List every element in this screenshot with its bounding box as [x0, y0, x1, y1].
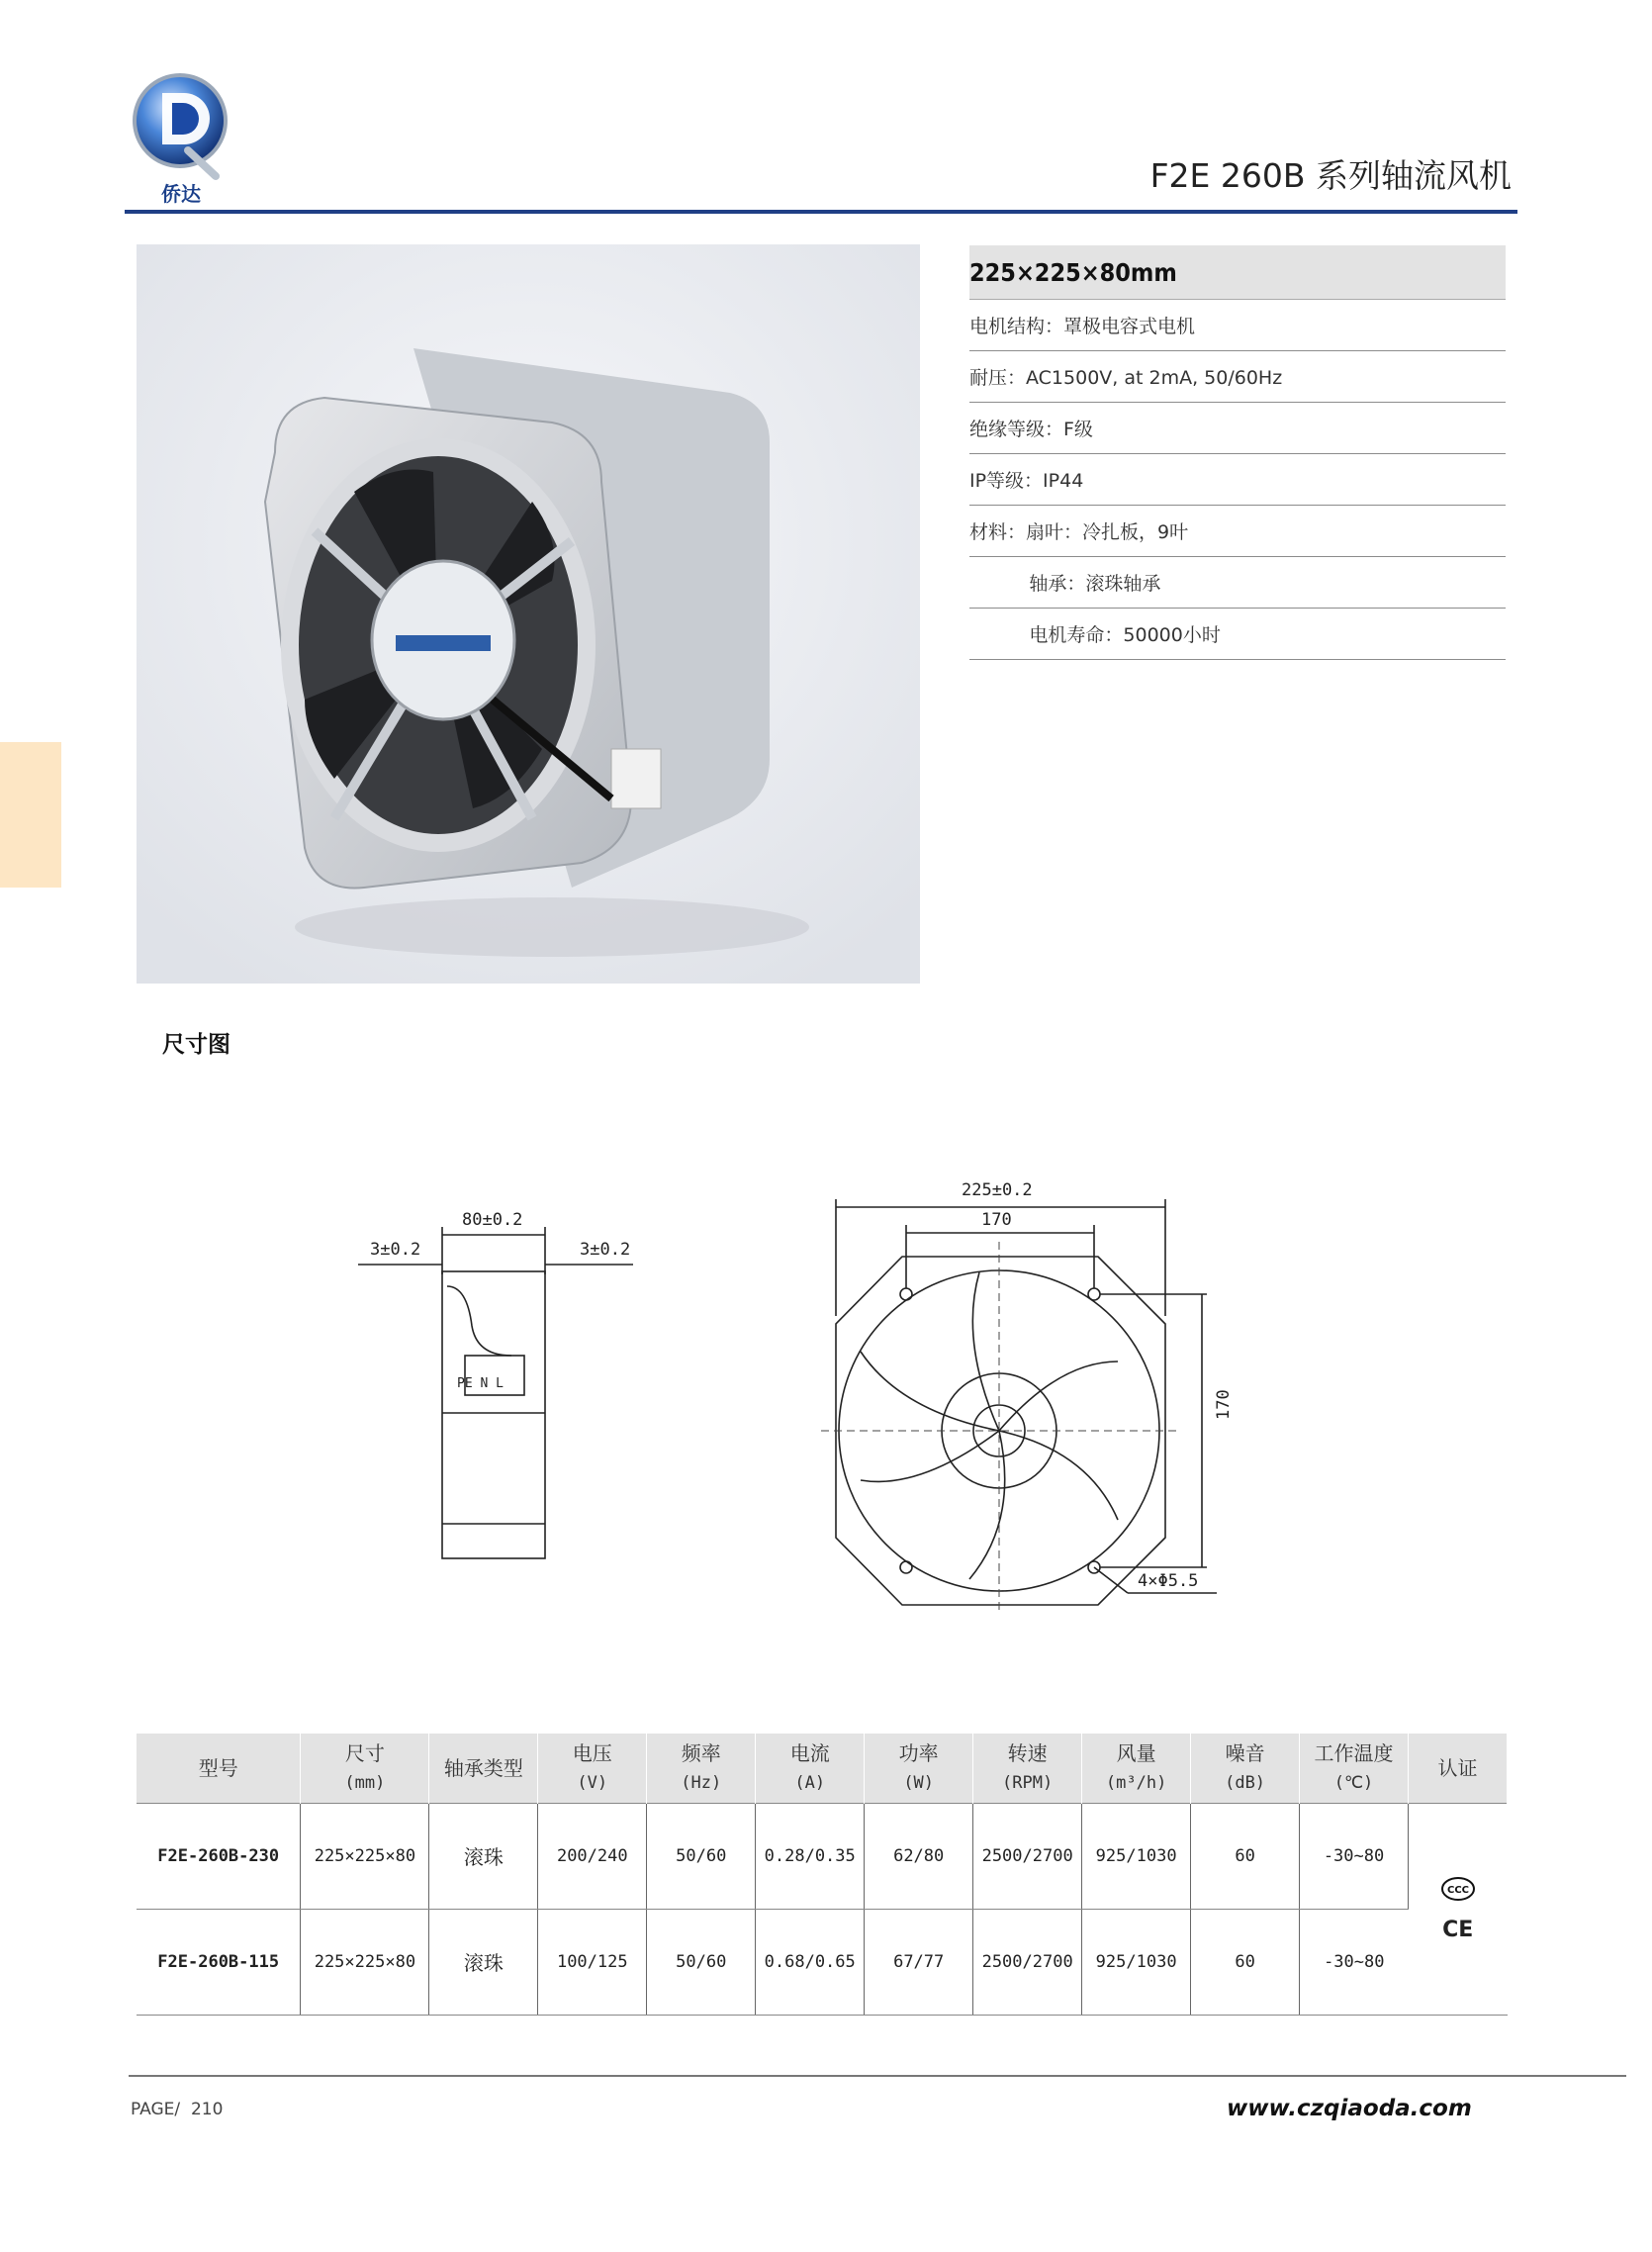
- logo-caption: 侨达: [161, 182, 201, 206]
- dimension-section-title: 尺寸图: [162, 1032, 230, 1058]
- footer-divider: [129, 2075, 1626, 2077]
- model-spec-table: [137, 1734, 1508, 2016]
- table-cell: 925/1030: [1082, 1803, 1191, 1909]
- table-cell: 50/60: [647, 1909, 756, 2015]
- model-cell: F2E-260B-115: [137, 1909, 301, 2015]
- col-header: 电流 (A): [756, 1734, 865, 1803]
- col-header: 型号: [137, 1734, 301, 1803]
- spec-size-heading: 225×225×80mm: [969, 245, 1506, 300]
- side-right-label: 3±0.2: [580, 1240, 631, 1260]
- col-header: 转速 (RPM): [973, 1734, 1082, 1803]
- front-outer-label: 225±0.2: [962, 1180, 1033, 1200]
- table-cell: 67/77: [865, 1909, 973, 2015]
- table-cell: 50/60: [647, 1803, 756, 1909]
- col-header: 电压 (V): [538, 1734, 647, 1803]
- side-view-body: [442, 1271, 545, 1558]
- hole-spec-label: 4×Φ5.5: [1138, 1571, 1199, 1591]
- side-tab-marker: [0, 742, 61, 888]
- table-cell: 60: [1191, 1909, 1300, 2015]
- spec-row: 材料：扇叶：冷扎板，9叶: [969, 506, 1506, 557]
- page-title: F2E 260B 系列轴流风机: [1149, 156, 1512, 195]
- col-header: 轴承类型: [429, 1734, 538, 1803]
- table-cell: 200/240: [538, 1803, 647, 1909]
- page-number: PAGE/ 210: [131, 2100, 224, 2119]
- table-cell: 2500/2700: [973, 1909, 1082, 2015]
- col-header: 风量 (m³/h): [1082, 1734, 1191, 1803]
- side-left-label: 3±0.2: [370, 1240, 421, 1260]
- terminal-label: PE N L: [457, 1376, 504, 1391]
- table-cell: 60: [1191, 1803, 1300, 1909]
- spec-row: 轴承：滚珠轴承: [969, 557, 1506, 609]
- table-cell: 0.68/0.65: [756, 1909, 865, 2015]
- ccc-cert-icon: [1440, 1876, 1476, 1902]
- table-cell: 925/1030: [1082, 1909, 1191, 2015]
- col-header: 认证: [1409, 1734, 1508, 1803]
- spec-row: 电机寿命：50000小时: [969, 609, 1506, 660]
- col-header: 噪音 (dB): [1191, 1734, 1300, 1803]
- ce-cert-icon: CE: [1442, 1917, 1474, 1942]
- spec-row: 耐压：AC1500V, at 2mA, 50/60Hz: [969, 351, 1506, 403]
- table-cell: 滚珠: [429, 1909, 538, 2015]
- svg-text:CCC: CCC: [1446, 1884, 1469, 1896]
- table-row: [137, 1909, 1508, 2015]
- website-link[interactable]: www.czqiaoda.com: [1227, 2096, 1472, 2121]
- table-cell: 62/80: [865, 1803, 973, 1909]
- product-photo: [137, 244, 920, 984]
- spec-row: IP等级：IP44: [969, 454, 1506, 506]
- table-header-row: [137, 1734, 1508, 1803]
- cert-cell: [1409, 1803, 1508, 2015]
- side-width-label: 80±0.2: [462, 1210, 523, 1230]
- model-cell: F2E-260B-230: [137, 1803, 301, 1909]
- table-row: [137, 1803, 1508, 1909]
- header-divider: [125, 210, 1517, 214]
- table-cell: 225×225×80: [301, 1803, 429, 1909]
- col-header: 尺寸 (mm): [301, 1734, 429, 1803]
- col-header: 工作温度 (℃): [1300, 1734, 1409, 1803]
- col-header: 频率 (Hz): [647, 1734, 756, 1803]
- table-cell: 2500/2700: [973, 1803, 1082, 1909]
- table-cell: -30~80: [1300, 1803, 1409, 1909]
- table-cell: 100/125: [538, 1909, 647, 2015]
- table-cell: 0.28/0.35: [756, 1803, 865, 1909]
- spec-panel: [969, 245, 1506, 660]
- front-hole-label: 170: [981, 1210, 1012, 1230]
- spec-row: 绝缘等级：F级: [969, 403, 1506, 454]
- table-cell: 滚珠: [429, 1803, 538, 1909]
- spec-row: 电机结构：罩极电容式电机: [969, 300, 1506, 351]
- table-cell: 225×225×80: [301, 1909, 429, 2015]
- col-header: 功率 (W): [865, 1734, 973, 1803]
- table-cell: -30~80: [1300, 1909, 1409, 2015]
- dimension-drawing: [336, 1158, 1306, 1613]
- front-vert-label: 170: [1214, 1389, 1234, 1420]
